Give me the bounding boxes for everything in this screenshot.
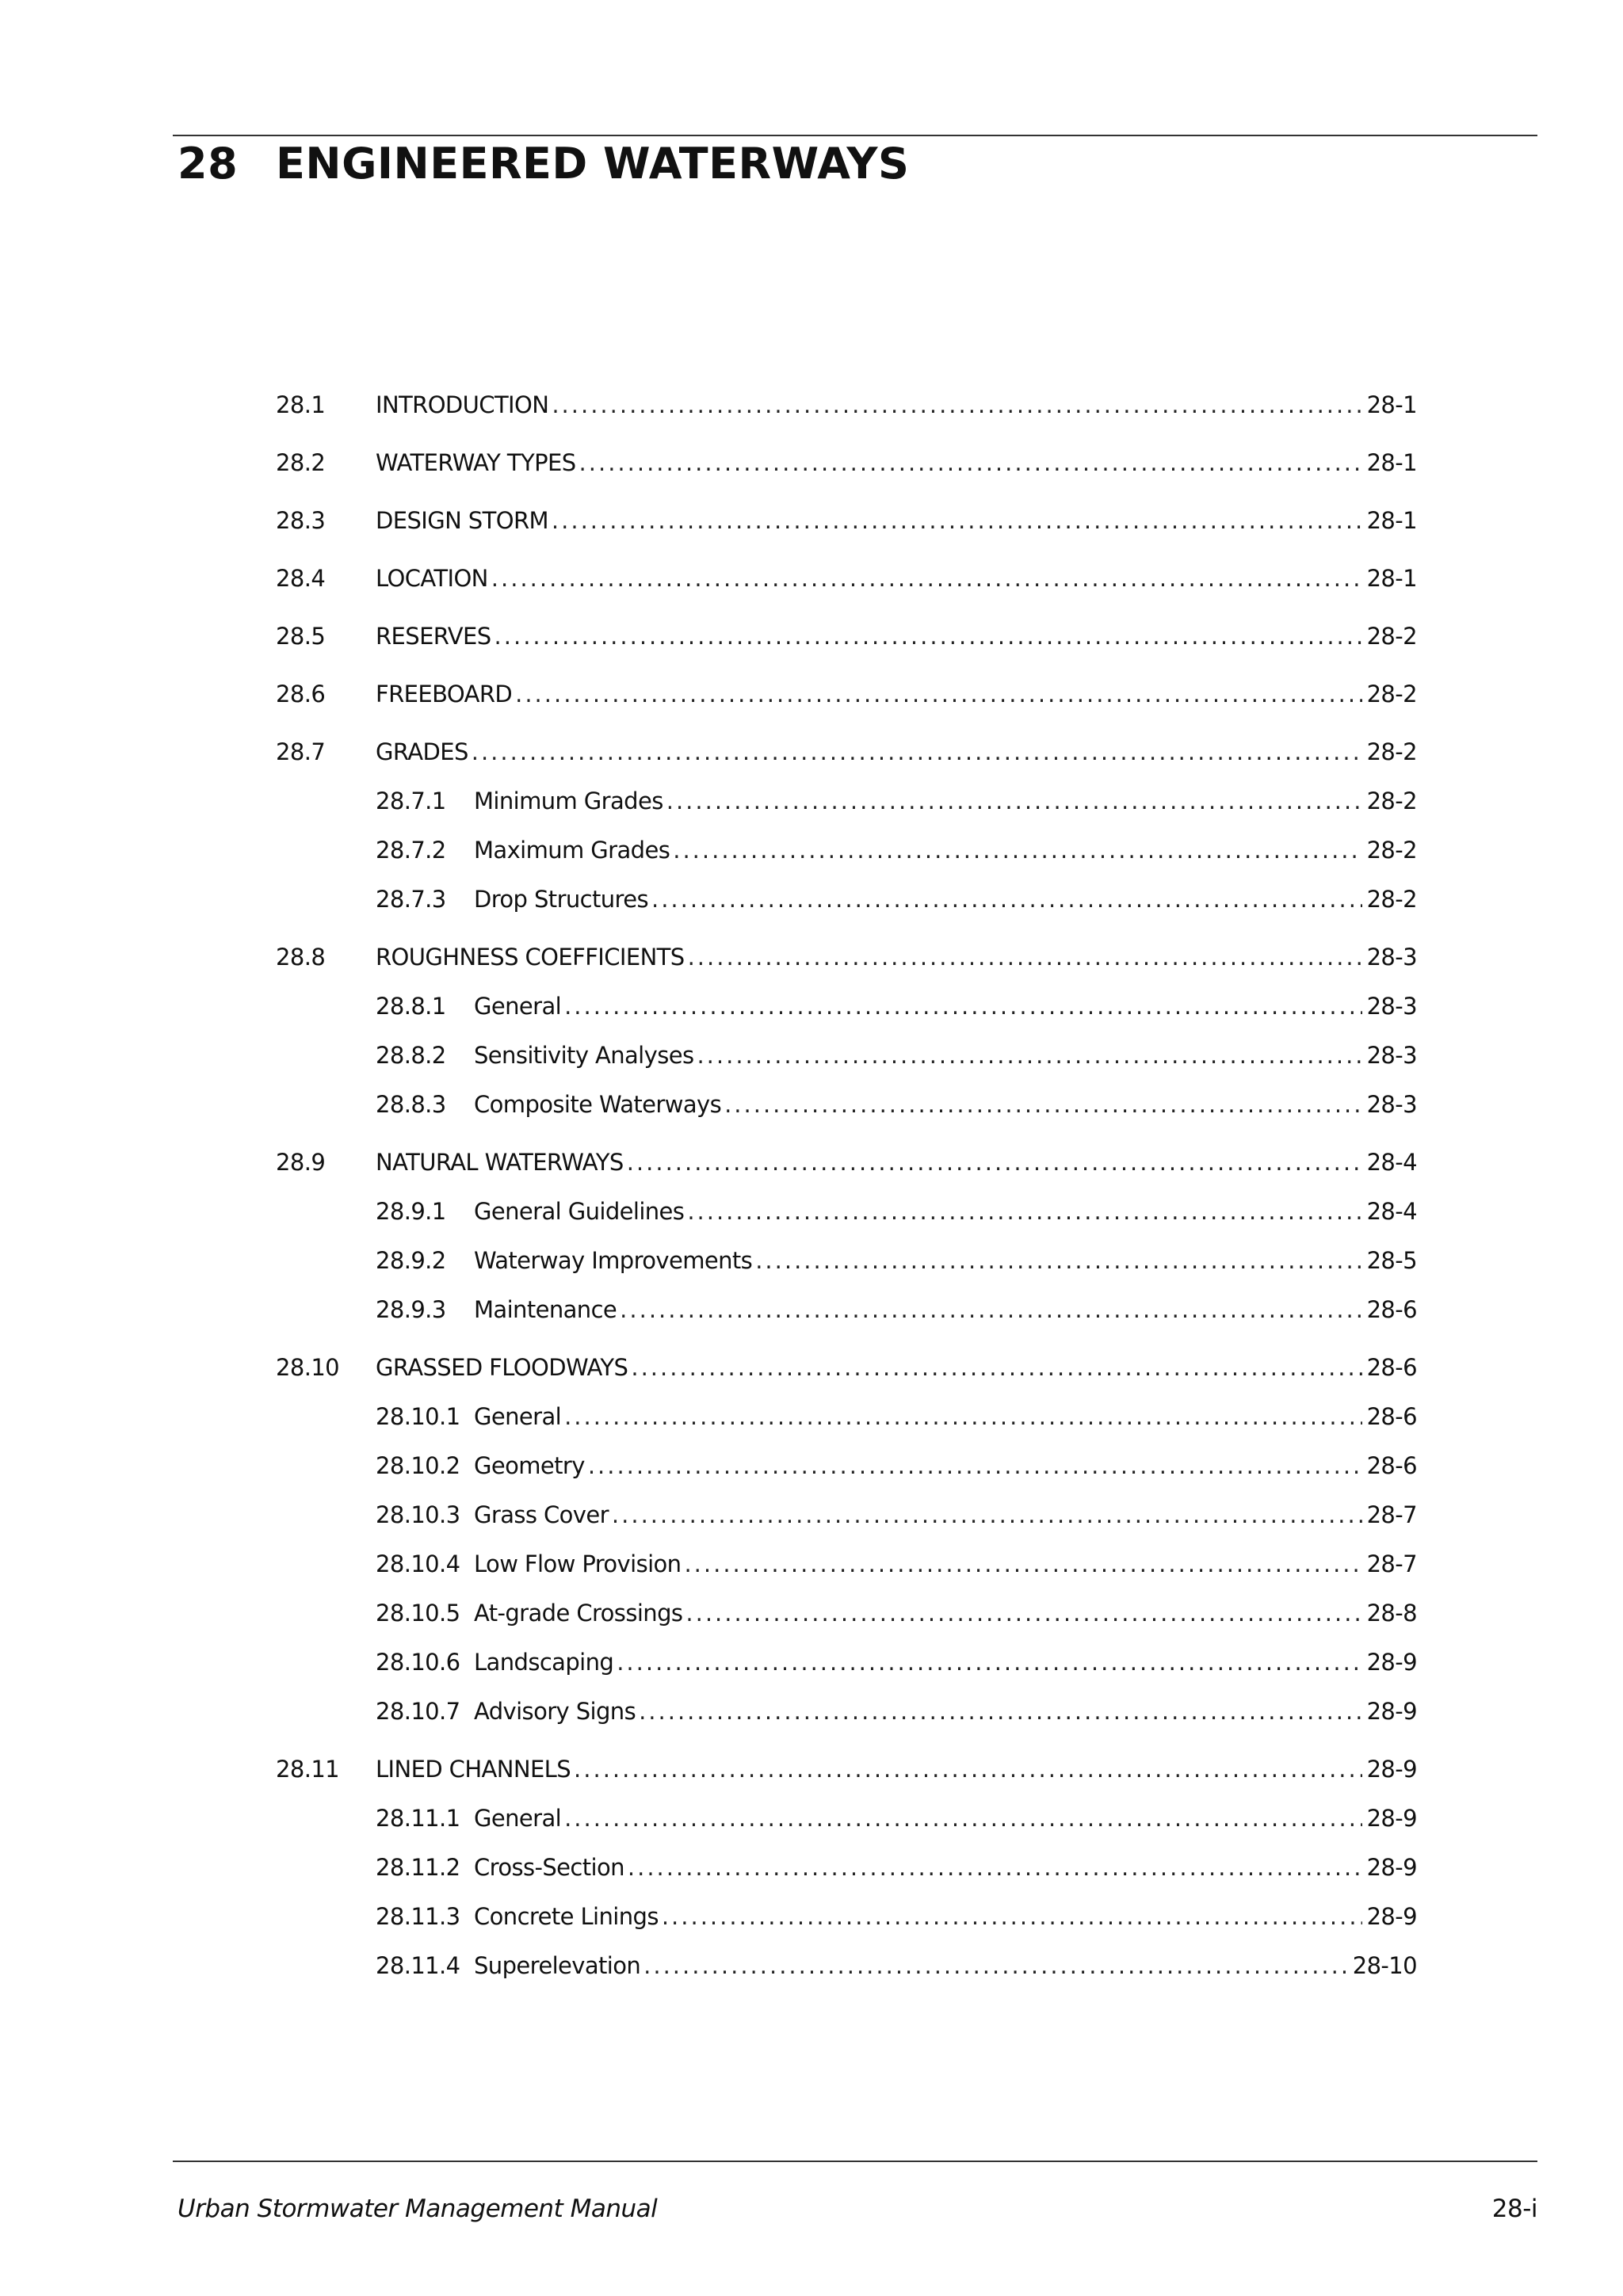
toc-entry-page: 28-5 (1366, 1247, 1417, 1274)
toc-dot-leader (472, 736, 1362, 768)
toc-entry-page: 28-1 (1366, 507, 1417, 534)
toc-entry-number: 28.3 (276, 507, 326, 534)
toc-subsection-entry[interactable] (376, 1245, 1417, 1276)
toc-subsection-entry[interactable] (376, 1646, 1417, 1678)
toc-entry-title: Maximum Grades (474, 837, 670, 864)
toc-subsection-entry[interactable] (376, 1548, 1417, 1580)
toc-entry-number: 28.9.2 (376, 1247, 446, 1274)
toc-entry-page: 28-1 (1366, 565, 1417, 592)
toc-entry-title: General (474, 993, 562, 1020)
toc-entry-title: LINED CHANNELS (376, 1756, 571, 1783)
toc-entry-title: INTRODUCTION (376, 391, 549, 418)
toc-entry-title: GRASSED FLOODWAYS (376, 1354, 628, 1381)
toc-section-entry[interactable] (276, 505, 1417, 536)
toc-entry-page: 28-4 (1366, 1198, 1417, 1225)
toc-entry-number: 28.1 (276, 391, 326, 418)
toc-subsection-entry[interactable] (376, 785, 1417, 817)
toc-entry-number: 28.10.4 (376, 1550, 460, 1577)
toc-entry-page: 28-6 (1366, 1354, 1417, 1381)
toc-section-entry[interactable] (276, 678, 1417, 710)
toc-subsection-entry[interactable] (376, 1294, 1417, 1325)
toc-dot-leader (673, 834, 1361, 866)
toc-dot-leader (552, 505, 1362, 536)
toc-dot-leader (651, 883, 1362, 915)
toc-entry-title: Maintenance (474, 1296, 617, 1323)
toc-subsection-entry[interactable] (376, 990, 1417, 1022)
toc-dot-leader (631, 1352, 1361, 1383)
toc-section-entry[interactable] (276, 563, 1417, 594)
toc-entry-number: 28.7.1 (376, 788, 446, 814)
toc-section-entry[interactable] (276, 1146, 1417, 1178)
toc-dot-leader (620, 1294, 1361, 1325)
toc-dot-leader (564, 990, 1361, 1022)
toc-entry-title: At-grade Crossings (474, 1600, 683, 1627)
toc-entry-title: Landscaping (474, 1649, 614, 1676)
toc-dot-leader (564, 1401, 1361, 1432)
toc-entry-number: 28.11.1 (376, 1805, 460, 1832)
toc-entry-number: 28.11.4 (376, 1952, 460, 1979)
toc-entry-page: 28-9 (1366, 1756, 1417, 1783)
toc-subsection-entry[interactable] (376, 1196, 1417, 1227)
toc-dot-leader (588, 1450, 1362, 1482)
toc-section-entry[interactable] (276, 1753, 1417, 1785)
toc-entry-page: 28-2 (1366, 623, 1417, 650)
toc-dot-leader (697, 1039, 1361, 1071)
toc-entry-page: 28-7 (1366, 1501, 1417, 1528)
toc-entry-number: 28.9.3 (376, 1296, 446, 1323)
toc-dot-leader (574, 1753, 1362, 1785)
toc-entry-page: 28-9 (1366, 1903, 1417, 1930)
toc-subsection-entry[interactable] (376, 1089, 1417, 1120)
toc-subsection-entry[interactable] (376, 1901, 1417, 1932)
footer-manual-title: Urban Stormwater Management Manual (178, 2195, 658, 2223)
toc-entry-number: 28.5 (276, 623, 326, 650)
toc-dot-leader (515, 678, 1361, 710)
toc-entry-page: 28-6 (1366, 1403, 1417, 1430)
toc-dot-leader (627, 1146, 1362, 1178)
toc-entry-title: FREEBOARD (376, 681, 513, 707)
toc-entry-title: DESIGN STORM (376, 507, 548, 534)
toc-entry-title: Concrete Linings (474, 1903, 659, 1930)
toc-entry-page: 28-3 (1366, 993, 1417, 1020)
toc-entry-page: 28-1 (1366, 391, 1417, 418)
toc-dot-leader (688, 941, 1362, 973)
toc-entry-page: 28-2 (1366, 788, 1417, 814)
toc-entry-title: General (474, 1805, 562, 1832)
toc-entry-number: 28.10.6 (376, 1649, 460, 1676)
toc-entry-title: RESERVES (376, 623, 491, 650)
toc-entry-number: 28.10.3 (376, 1501, 460, 1528)
toc-entry-page: 28-6 (1366, 1296, 1417, 1323)
toc-dot-leader (666, 785, 1362, 817)
toc-entry-title: Minimum Grades (474, 788, 663, 814)
toc-dot-leader (684, 1548, 1361, 1580)
toc-entry-title: LOCATION (376, 565, 488, 592)
toc-subsection-entry[interactable] (376, 1039, 1417, 1071)
toc-dot-leader (495, 620, 1362, 652)
chapter-heading-text: ENGINEERED WATERWAYS (276, 139, 910, 189)
toc-entry-title: Waterway Improvements (474, 1247, 753, 1274)
toc-entry-number: 28.9 (276, 1149, 326, 1176)
toc-entry-title: Advisory Signs (474, 1698, 636, 1725)
toc-entry-page: 28-2 (1366, 738, 1417, 765)
toc-entry-number: 28.10 (276, 1354, 340, 1381)
toc-entry-page: 28-6 (1366, 1452, 1417, 1479)
toc-entry-page: 28-1 (1366, 449, 1417, 476)
toc-entry-number: 28.11.3 (376, 1903, 460, 1930)
toc-dot-leader (755, 1245, 1361, 1276)
toc-dot-leader (685, 1597, 1361, 1629)
toc-dot-leader (564, 1802, 1361, 1834)
toc-dot-leader (617, 1646, 1361, 1678)
footer-rule (173, 2161, 1537, 2162)
toc-entry-number: 28.4 (276, 565, 326, 592)
toc-section-entry[interactable] (276, 620, 1417, 652)
toc-dot-leader (687, 1196, 1361, 1227)
toc-entry-number: 28.7.2 (376, 837, 446, 864)
toc-entry-page: 28-9 (1366, 1854, 1417, 1881)
toc-entry-number: 28.9.1 (376, 1198, 446, 1225)
toc-dot-leader (662, 1901, 1362, 1932)
toc-subsection-entry[interactable] (376, 1802, 1417, 1834)
toc-subsection-entry[interactable] (376, 1499, 1417, 1531)
toc-section-entry[interactable] (276, 1352, 1417, 1383)
toc-dot-leader (724, 1089, 1362, 1120)
footer-page-number: 28-i (1491, 2195, 1537, 2223)
toc-entry-title: ROUGHNESS COEFFICIENTS (376, 944, 685, 971)
toc-entry-title: Geometry (474, 1452, 585, 1479)
toc-entry-title: Cross-Section (474, 1854, 624, 1881)
toc-entry-number: 28.6 (276, 681, 326, 707)
toc-entry-title: Low Flow Provision (474, 1550, 682, 1577)
toc-entry-title: Sensitivity Analyses (474, 1042, 694, 1069)
toc-entry-number: 28.11.2 (376, 1854, 460, 1881)
toc-entry-number: 28.11 (276, 1756, 340, 1783)
toc-section-entry[interactable] (276, 389, 1417, 421)
toc-subsection-entry[interactable] (376, 1695, 1417, 1727)
toc-entry-number: 28.10.2 (376, 1452, 460, 1479)
page-footer (178, 2193, 1537, 2225)
toc-dot-leader (579, 447, 1362, 479)
toc-entry-page: 28-3 (1366, 944, 1417, 971)
toc-entry-number: 28.8.2 (376, 1042, 446, 1069)
toc-entry-page: 28-2 (1366, 886, 1417, 913)
toc-section-entry[interactable] (276, 736, 1417, 768)
toc-entry-title: NATURAL WATERWAYS (376, 1149, 624, 1176)
toc-subsection-entry[interactable] (376, 1401, 1417, 1432)
toc-entry-page: 28-2 (1366, 681, 1417, 707)
chapter-number: 28 (178, 139, 239, 189)
toc-dot-leader (491, 563, 1362, 594)
toc-dot-leader (552, 389, 1361, 421)
toc-section-entry[interactable] (276, 941, 1417, 973)
toc-entry-page: 28-9 (1366, 1698, 1417, 1725)
toc-subsection-entry[interactable] (376, 1852, 1417, 1883)
toc-entry-number: 28.7.3 (376, 886, 446, 913)
toc-entry-number: 28.10.7 (376, 1698, 460, 1725)
toc-subsection-entry[interactable] (376, 834, 1417, 866)
toc-entry-number: 28.8.3 (376, 1091, 446, 1118)
toc-dot-leader (643, 1950, 1348, 1981)
toc-entry-page: 28-3 (1366, 1091, 1417, 1118)
toc-entry-number: 28.7 (276, 738, 326, 765)
toc-entry-title: General (474, 1403, 562, 1430)
toc-entry-page: 28-2 (1366, 837, 1417, 864)
toc-entry-title: Superelevation (474, 1952, 641, 1979)
toc-entry-title: General Guidelines (474, 1198, 685, 1225)
toc-dot-leader (639, 1695, 1362, 1727)
toc-entry-number: 28.10.1 (376, 1403, 460, 1430)
toc-entry-title: Composite Waterways (474, 1091, 722, 1118)
toc-entry-title: WATERWAY TYPES (376, 449, 576, 476)
toc-subsection-entry[interactable] (376, 1597, 1417, 1629)
toc-entry-number: 28.10.5 (376, 1600, 460, 1627)
toc-entry-title: Grass Cover (474, 1501, 609, 1528)
toc-dot-leader (612, 1499, 1362, 1531)
toc-entry-page: 28-7 (1366, 1550, 1417, 1577)
toc-subsection-entry[interactable] (376, 1950, 1417, 1981)
toc-dot-leader (628, 1852, 1362, 1883)
toc-entry-page: 28-9 (1366, 1649, 1417, 1676)
toc-entry-page: 28-3 (1366, 1042, 1417, 1069)
toc-entry-page: 28-8 (1366, 1600, 1417, 1627)
toc-section-entry[interactable] (276, 447, 1417, 479)
toc-entry-title: GRADES (376, 738, 468, 765)
toc-entry-title: Drop Structures (474, 886, 648, 913)
toc-entry-page: 28-10 (1352, 1952, 1417, 1979)
toc-entry-page: 28-4 (1366, 1149, 1417, 1176)
toc-entry-number: 28.2 (276, 449, 326, 476)
toc-entry-number: 28.8 (276, 944, 326, 971)
toc-entry-page: 28-9 (1366, 1805, 1417, 1832)
toc-subsection-entry[interactable] (376, 883, 1417, 915)
toc-entry-number: 28.8.1 (376, 993, 446, 1020)
toc-subsection-entry[interactable] (376, 1450, 1417, 1482)
